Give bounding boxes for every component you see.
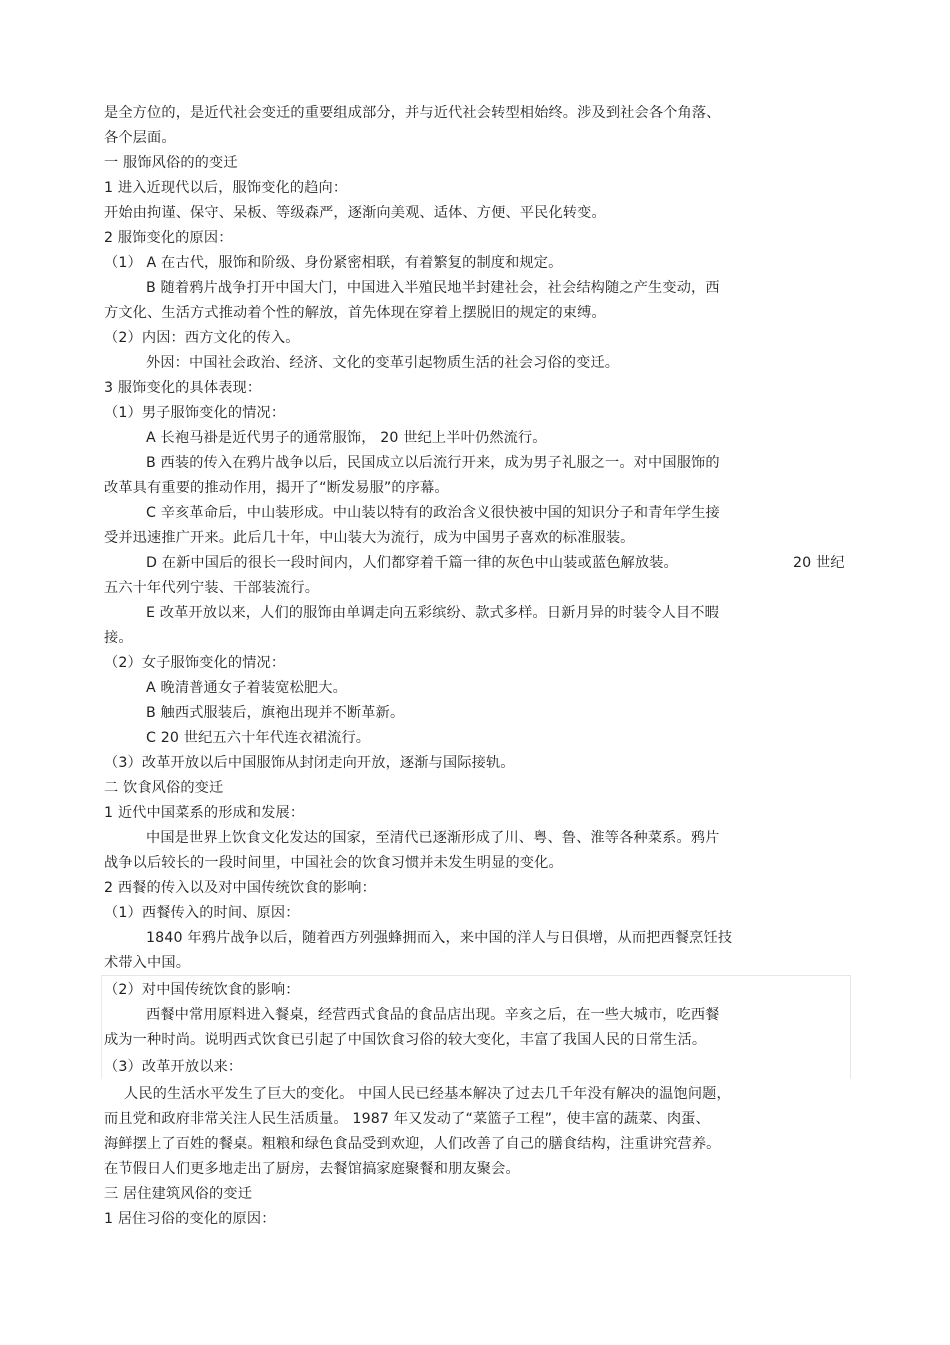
text-line: E 改革开放以来，人们的服饰由单调走向五彩缤纷、款式多样。日新月异的时装令人目不暇: [146, 605, 719, 621]
text-line: （2）女子服饰变化的情况：: [104, 655, 286, 671]
text-line: 中国是世界上饮食文化发达的国家，至清代已逐渐形成了川、粤、鲁、淮等各种菜系。鸦片: [146, 830, 720, 846]
text-line: B 西装的传入在鸦片战争以后，民国成立以后流行开来，成为男子礼服之一。对中国服饰的: [146, 455, 720, 471]
text-line: 术带入中国。: [104, 955, 191, 971]
text-line: 人民的生活水平发生了巨大的变化。 中国人民已经基本解决了过去几千年没有解决的温饱问题，: [124, 1086, 731, 1102]
section-heading: 三 居住建筑风俗的变迁: [104, 1186, 253, 1202]
text-line: 1 近代中国菜系的形成和发展：: [104, 805, 305, 821]
text-line: 改革具有重要的推动作用，揭开了“断发易服”的序幕。: [104, 480, 449, 496]
text-line: C 20 世纪五六十年代连衣裙流行。: [146, 730, 371, 746]
text-line: C 辛亥革命后，中山装形成。中山装以特有的政治含义很快被中国的知识分子和青年学生接: [146, 505, 720, 521]
text-line: 受并迅速推广开来。此后几十年，中山装大为流行，成为中国男子喜欢的标准服装。: [104, 530, 635, 546]
text-line: （3）改革开放以后中国服饰从封闭走向开放，逐渐与国际接轨。: [104, 755, 515, 771]
text-line: A 长袍马褂是近代男子的通常服饰， 20 世纪上半叶仍然流行。: [146, 430, 547, 446]
text-line: 外因：中国社会政治、经济、文化的变革引起物质生活的社会习俗的变迁。: [146, 355, 620, 371]
text-line: D 在新中国后的很长一段时间内，人们都穿着千篇一律的灰色中山装或蓝色解放装。: [146, 555, 678, 571]
text-line: 20 世纪: [793, 555, 845, 571]
text-line: 成为一种时尚。说明西式饮食已引起了中国饮食习俗的较大变化，丰富了我国人民的日常生活。: [104, 1032, 707, 1048]
text-line: 1 进入近现代以后，服饰变化的趋向：: [104, 180, 348, 196]
text-line: 1840 年鸦片战争以后，随着西方列强蜂拥而入，来中国的洋人与日俱增，从而把西餐烹饪技: [146, 930, 733, 946]
text-line: 1 居住习俗的变化的原因：: [104, 1211, 276, 1227]
text-line: 方文化、生活方式推动着个性的解放，首先体现在穿着上摆脱旧的规定的束缚。: [104, 305, 606, 321]
section-heading: 二 饮食风俗的变迁: [104, 780, 224, 796]
text-line: （1） A 在古代，服饰和阶级、身份紧密相联，有着繁复的制度和规定。: [104, 255, 563, 271]
text-line: 西餐中常用原料进入餐桌，经营西式食品的食品店出现。辛亥之后，在一些大城市，吃西餐: [146, 1007, 720, 1023]
text-line: 海鲜摆上了百姓的餐桌。粗粮和绿色食品受到欢迎，人们改善了自己的膳食结构，注重讲究营养。: [104, 1136, 721, 1152]
text-line: 各个层面。: [104, 130, 176, 146]
text-line: 接。: [104, 630, 133, 646]
text-line: 战争以后较长的一段时间里，中国社会的饮食习惯并未发生明显的变化。: [104, 855, 563, 871]
text-line: B 随着鸦片战争打开中国大门，中国进入半殖民地半封建社会，社会结构随之产生变动，西: [146, 280, 720, 296]
text-line: B 触西式服装后，旗袍出现并不断革新。: [146, 705, 405, 721]
text-line: 3 服饰变化的具体表现：: [104, 380, 262, 396]
section-heading: 一 服饰风俗的的变迁: [104, 155, 238, 171]
text-line: （1）西餐传入的时间、原因：: [104, 905, 300, 921]
text-line: 五六十年代列宁装、干部装流行。: [104, 580, 320, 596]
text-line: 2 服饰变化的原因：: [104, 230, 233, 246]
text-line: （1）男子服饰变化的情况：: [104, 405, 286, 421]
text-line: 开始由拘谨、保守、呆板、等级森严，逐渐向美观、适体、方便、平民化转变。: [104, 205, 606, 221]
text-line: 在节假日人们更多地走出了厨房，去餐馆搞家庭聚餐和朋友聚会。: [104, 1161, 520, 1177]
text-line: 而且党和政府非常关注人民生活质量。 1987 年又发动了“菜篮子工程”，使丰富的蔬菜、肉蛋、: [104, 1111, 710, 1127]
text-line: （3）改革开放以来：: [104, 1059, 243, 1075]
text-line: A 晚清普通女子着装宽松肥大。: [146, 680, 347, 696]
text-line: （2）对中国传统饮食的影响：: [104, 982, 300, 998]
text-line: （2）内因：西方文化的传入。: [104, 330, 300, 346]
text-line: 是全方位的，是近代社会变迁的重要组成部分，并与近代社会转型相始终。涉及到社会各个角落、: [104, 105, 721, 121]
text-line: 2 西餐的传入以及对中国传统饮食的影响：: [104, 880, 376, 896]
